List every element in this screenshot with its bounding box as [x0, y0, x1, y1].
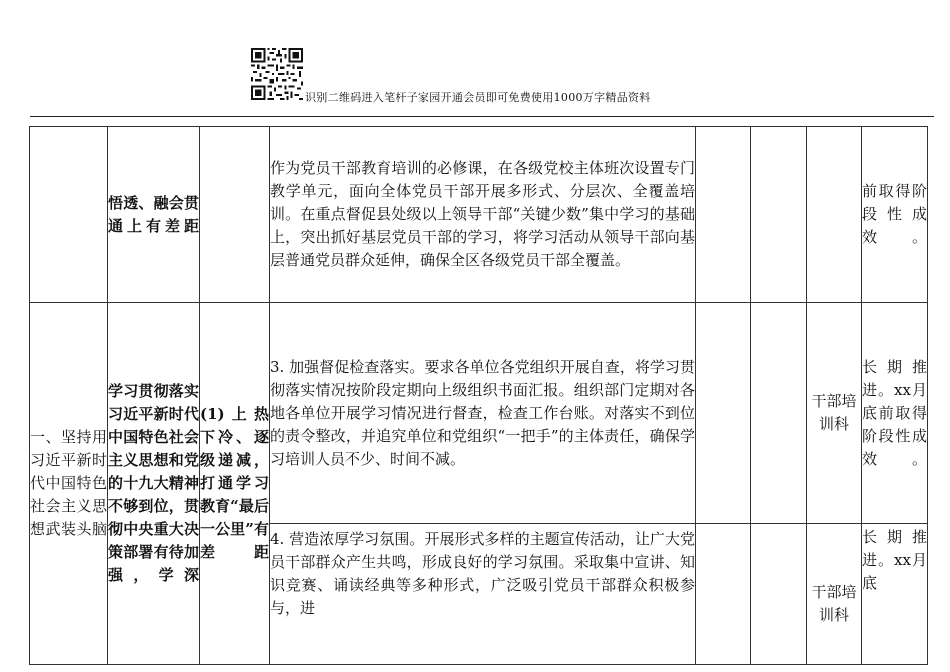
cell-measure: 3. 加强督促检查落实。要求各单位各党组织开展自查，将学习贯彻落实情况按阶段定期向上级组织书面汇报。组织部门定期对各地各单位开展学习情况进行督查，检查工作台账。对落实不到位的责令整改，并追究单位和党组织“一把手”的主体责任，确保学习培训人员不少、时间不减。: [270, 303, 696, 524]
cell-department: [807, 127, 862, 303]
cell-problem: 悟透、融会贯通上有差距: [108, 127, 200, 303]
cell-problem: 学习贯彻落实习近平新时代中国特色社会主义思想和党的十九大精神不够到位，贯彻中央重大决策部署有待加强，学深: [108, 303, 200, 665]
cell-empty: [696, 303, 751, 524]
cell-empty: [696, 524, 751, 665]
cell-measure: 4. 营造浓厚学习氛围。开展形式多样的主题宣传活动，让广大党员干部群众产生共鸣，形成良好的学习氛围。采取集中宣讲、知识竞赛、诵读经典等多种形式，广泛吸引党员干部群众积极参与，进: [270, 524, 696, 665]
cell-department: 干部培训科: [807, 303, 862, 524]
cell-empty: [751, 127, 807, 303]
cell-sub-issue: [200, 127, 270, 303]
cell-measure: 作为党员干部教育培训的必修课，在各级党校主体班次设置专门教学单元，面向全体党员干部开展多形式、分层次、全覆盖培训。在重点督促县处级以上领导干部“关键少数”集中学习的基础上，突出抓好基层党员干部的学习，将学习活动从领导干部向基层普通党员群众延伸，确保全区各级党员干部全覆盖。: [270, 127, 696, 303]
header-promo-text: 识别二维码进入笔杆子家园开通会员即可免费使用1000万字精品资料: [305, 91, 651, 104]
rectification-table: [29, 126, 928, 665]
cell-empty: [696, 127, 751, 303]
header-divider: [30, 116, 934, 117]
cell-issue-category: [30, 127, 108, 303]
table-row: [30, 303, 928, 524]
table-row: [30, 127, 928, 303]
page-header: [0, 0, 950, 118]
cell-timeline: 长期推进。xx月底前取得阶段性成效。: [862, 303, 928, 524]
cell-issue-category: 一、坚持用习近平新时代中国特色社会主义思想武装头脑: [30, 303, 108, 665]
cell-timeline: 长期推进。xx月底: [862, 524, 928, 665]
cell-sub-issue: (1)上热下冷、逐级递减，打通学习教育“最后一公里”有差距: [200, 303, 270, 665]
cell-department: 干部培训科: [807, 524, 862, 665]
cell-empty: [751, 303, 807, 524]
cell-empty: [751, 524, 807, 665]
qr-code-icon[interactable]: [251, 48, 303, 100]
cell-timeline: 前取得阶段性成效。: [862, 127, 928, 303]
